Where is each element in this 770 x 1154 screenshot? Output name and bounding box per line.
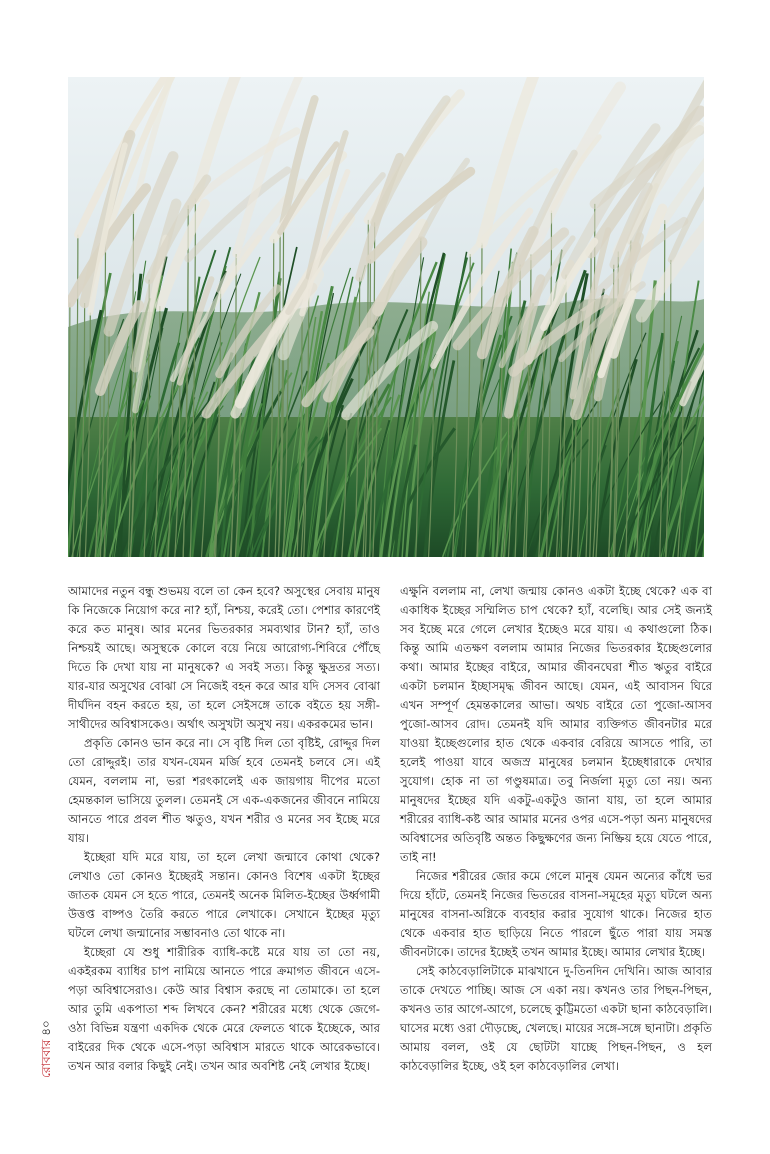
magazine-name: রোববার — [39, 1039, 53, 1078]
paragraph: সেই কাঠবেড়ালিটাকে মাঝখানে দু-তিনদিন দেখিনি। আজ আবার তাকে দেখতে পাচ্ছি। আজ সে একা নয়। কখনও তার পিছন-পিছন, কখনও তার আগে-আগে, চলেছে কুট্টিমতো একটা ছানা কাঠবেড়ালি। ঘাসের মধ্যে ওরা দৌড়চ্ছে, খেলছে। মায়ের সঙ্গে-সঙ্গে ছানাটা। প্রকৃতি আমায় বলল, ওই যে ছোটটা যাচ্ছে পিছন-পিছন, ও হল কাঠবেড়ালির ইচ্ছে, ওই হল কাঠবেড়ালির লেখা। — [400, 964, 712, 1073]
kash-grass-photo — [68, 77, 704, 557]
paragraph: আমাদের নতুন বন্ধু শুভময় বলে তা কেন হবে? অসুস্থের সেবায় মানুষ কি নিজেকে নিয়োগ করে না? হ্যাঁ, নিশ্চয়, করেই তো। পেশার কারণেই করে কত মানুষ। আর মনের ভিতরকার সমব্যথার টান? হ্যাঁ, তাও নিশ্চয়ই আছে। অসুস্থকে কোলে বয়ে নিয়ে আরোগ্য-শিবিরে পৌঁছে দিতে কি দেখা যায় না মানুষকে? এ সবই সত্য। কিন্তু ক্ষুদ্রতর সত্য। যার-যার অসুখের বোঝা সে নিজেই বহন করে আর যদি সেসব বোঝা দীর্ঘদিন বহন করতে হয়, তা হলে সেইসঙ্গে তাকে বইতে হয় সঙ্গী-সাথীদের অবিশ্বাসকেও। অর্থাৎ অসুখটা অসুখ নয়। একরকমের ভান। — [68, 584, 380, 731]
article-column-left — [68, 582, 380, 1076]
page-folio — [38, 1020, 58, 1078]
article-column-right — [400, 582, 712, 1076]
paragraph: নিজের শরীরের জোর কমে গেলে মানুষ যেমন অন্যের কাঁধে ভর দিয়ে হাঁটে, তেমনই নিজের ভিতরের বাসনা-সমূহের মৃত্যু ঘটলে অন্য মানুষের বাসনা-অগ্নিকে ব্যবহার করার সুযোগ থাকে। নিজের হাত থেকে একবার হাত ছাড়িয়ে নিতে পারলে ছুঁতে পারা যায় সমস্ত জীবনটাকে। তাদের ইচ্ছেই তখন আমার ইচ্ছে। আমার লেখার ইচ্ছে। — [400, 869, 712, 959]
paragraph: এক্ষুনি বললাম না, লেখা জন্মায় কোনও একটা ইচ্ছে থেকে? এক বা একাধিক ইচ্ছের সম্মিলিত চাপ থেকে? হ্যাঁ, বলেছি। আর সেই জন্যই সব ইচ্ছে মরে গেলে লেখার ইচ্ছেও মরে যায়। এ কথাগুলো ঠিক। কিন্তু আমি এতক্ষণ বললাম আমার নিজের ভিতরকার ইচ্ছেগুলোর কথা। আমার ইচ্ছের বাইরে, আমার জীবনঘেরা শীত ঋতুর বাইরে একটা চলমান ইচ্ছাসমৃদ্ধ জীবন আছে। যেমন, এই আবাসন ঘিরে এখন সম্পূর্ণ হেমন্তকালের আভা। অথচ বাইরে তো পুজো-আসব পুজো-আসব রোদ। তেমনই যদি আমার ব্যক্তিগত জীবনটার মরে যাওয়া ইচ্ছেগুলোর হাত থেকে একবার বেরিয়ে আসতে পারি, তা হলেই পাওয়া যাবে অজস্র মানুষের চলমান ইচ্ছেধারাকে দেখার সুযোগ। হোক না তা গণ্ডুষমাত্র। তবু নির্জলা মৃত্যু তো নয়। অন্য মানুষদের ইচ্ছের যদি একটু-একটুও জানা যায়, তা হলে আমার শরীরের ব্যাধি-কষ্ট আর আমার মনের ওপর এসে-পড়া অন্য মানুষদের অবিশ্বাসের অতিবৃষ্টি অন্তত কিছুক্ষণের জন্য নিষ্ক্রিয় হয়ে যেতে পারে, তাই না! — [400, 584, 712, 864]
paragraph: ইচ্ছেরা যদি মরে যায়, তা হলে লেখা জন্মাবে কোথা থেকে? লেখাও তো কোনও ইচ্ছেরই সন্তান। কোনও বিশেষ একটা ইচ্ছের জাতক যেমন সে হতে পারে, তেমনই অনেক মিলিত-ইচ্ছের উর্ধ্বগামী উত্তপ্ত বাষ্পও তৈরি করতে পারে লেখাকে। সেখানে ইচ্ছের মৃত্যু ঘটলে লেখা জন্মানোর সম্ভাবনাও তো থাকে না। — [68, 850, 380, 940]
page-number: ৪০ — [39, 1020, 53, 1036]
paragraph: প্রকৃতি কোনও ভান করে না। সে বৃষ্টি দিল তো বৃষ্টিই, রোদ্দুর দিল তো রোদ্দুরই। তার যখন-যেমন মর্জি হবে তেমনই চলবে সে। এই যেমন, বললাম না, ভরা শরৎকালেই এক জায়গায় দীপের মতো হেমন্তকাল ভাসিয়ে তুলল। তেমনই সে এক-একজনের জীবনে নামিয়ে আনতে পারে প্রবল শীত ঋতুও, যখন শরীর ও মনের সব ইচ্ছে মরে যায়। — [68, 736, 380, 845]
paragraph: ইচ্ছেরা যে শুধু শারীরিক ব্যাধি-কষ্টে মরে যায় তা তো নয়, একইরকম ব্যাধির চাপ নামিয়ে আনতে পারে ক্রমাগত জীবনে এসে-পড়া অবিশ্বাসেরাও। কেউ আর বিশ্বাস করছে না তোমাকে। তা হলে আর তুমি একপাতা শব্দ লিখবে কেন? শরীরের মধ্যে থেকে জেগে-ওঠা বিভিন্ন যন্ত্রণা একদিক থেকে মেরে ফেলতে থাকে ইচ্ছেকে, আর বাইরের দিক থেকে এসে-পড়া অবিশ্বাস মারতে থাকে আরেকভাবে। তখন আর বলার কিছুই নেই। তখন আর অবশিষ্ট নেই লেখার ইচ্ছে। — [68, 945, 380, 1073]
